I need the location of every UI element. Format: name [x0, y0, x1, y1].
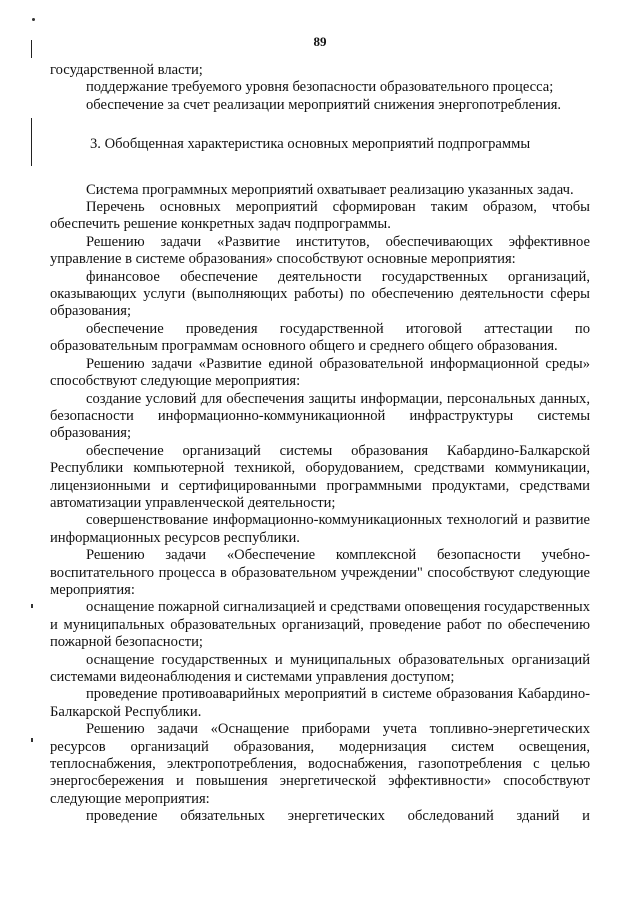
text-line: обеспечение за счет реализации мероприятий снижения энергопотребления. [86, 96, 562, 113]
paragraph: финансовое обеспечение деятельности государственных организаций, оказывающих услуги (выполняющих работы) по обеспечению деятельности сферы образования; [50, 268, 590, 320]
text-line: поддержание требуемого уровня безопасности образовательного процесса; [86, 79, 554, 96]
section-heading: 3. Обобщенная характеристика основных мероприятий подпрограммы [90, 136, 531, 153]
paragraph: оснащение государственных и муниципальных образовательных организаций системами видеонаблюдения и системами управления доступом; [50, 651, 590, 685]
paragraph: проведение обязательных энергетических обследований зданий и [86, 808, 590, 825]
paragraph: совершенствование информационно-коммуникационных технологий и развитие информационных ресурсов республики. [50, 512, 590, 546]
scan-mark [31, 604, 33, 608]
paragraph: Перечень основных мероприятий сформирован таким образом, чтобы обеспечить решение конкретных задач подпрограммы. [50, 199, 590, 233]
paragraph: Решению задачи «Обеспечение комплексной безопасности учебно-воспитательного процесса в образовательном учреждении" способствуют следующие мероприятия: [50, 547, 590, 598]
paragraph: Решению задачи «Развитие единой образовательной информационной среды» способствуют следующие мероприятия: [50, 355, 590, 390]
scan-mark [31, 738, 33, 742]
paragraph: обеспечение организаций системы образования Кабардино-Балкарской Республики компьютерной техникой, оборудованием, средствами коммуникации, лицензионными и сертифицированными программными продуктами, средствами автоматизации управленческой деятельности; [50, 442, 590, 511]
paragraph: Решению задачи «Развитие институтов, обеспечивающих эффективное управление в системе образования» способствуют основные мероприятия: [50, 233, 590, 268]
paragraph: создание условий для обеспечения защиты информации, персональных данных, безопасности информационно-коммуникационной инфраструктуры системы образования; [50, 390, 590, 442]
scan-mark [32, 18, 35, 21]
document-body [50, 62, 590, 826]
paragraph: оснащение пожарной сигнализацией и средствами оповещения государственных и муниципальных образовательных организаций, проведение работ по обеспечению пожарной безопасности; [50, 599, 590, 651]
page-number: 89 [313, 34, 327, 49]
paragraph: обеспечение проведения государственной итоговой аттестации по образовательным программам основного общего и среднего общего образования. [50, 320, 590, 355]
paragraph: проведение противоаварийных мероприятий в системе образования Кабардино-Балкарской Республики. [50, 686, 590, 720]
paragraph: Решению задачи «Оснащение приборами учета топливно-энергетических ресурсов организаций образования, модернизация систем освещения, теплоснабжения, электропотребления, водоснабжения, газопотребления с целью энергосбережения и повышения энергетической эффективности» способствуют следующие мероприятия: [50, 721, 590, 807]
margin-line [31, 118, 32, 166]
text-line: государственной власти; [50, 62, 203, 78]
paragraph: Система программных мероприятий охватывает реализацию указанных задач. [86, 181, 574, 198]
